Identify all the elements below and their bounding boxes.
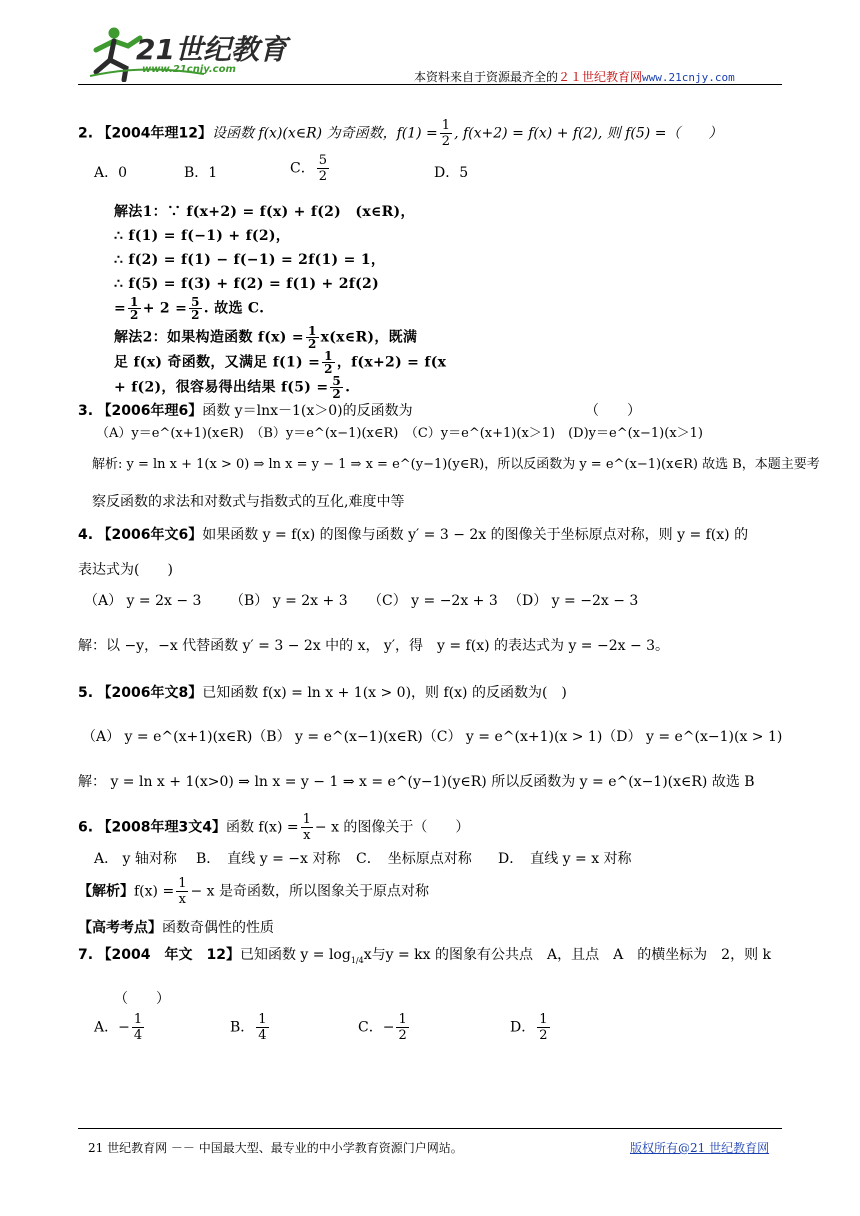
fraction: $\frac{5}{2}$ (318, 153, 327, 184)
q4-option-d: （D） y = −2x − 3 (508, 593, 639, 609)
source-url-link[interactable]: www.21cnjy.com (642, 71, 735, 84)
q7-paren: （ ） (114, 991, 170, 1007)
q3-options: （A）y＝e^(x+1)(x∈R) （B）y＝e^(x−1)(x∈R) （C）y＝e^(x+1)(x＞1) (D)y＝e^(x−1)(x＞1) (96, 426, 703, 441)
q5-options: （A） y = e^(x+1)(x∈R)（B） y = e^(x−1)(x∈R)（C） y = e^(x+1)(x > 1)（D） y = e^(x−1)(x > 1) (82, 729, 783, 745)
header-divider (78, 84, 782, 85)
footer-copyright-link[interactable]: 版权所有@21 世纪教育网 (630, 1141, 770, 1155)
q4-stem-line1: 4. 【2006年文6】如果函数 y = f(x) 的图像与函数 y′ = 3 − 2x 的图像关于坐标原点对称，则 y = f(x) 的 (78, 527, 749, 543)
q7-option-b: B． $\frac{1}{4}$ (230, 1012, 267, 1043)
q4-option-b: （B） y = 2x + 3 (230, 593, 348, 609)
q6-stem: 6. 【2008年理3文4】函数 f(x) = $\frac{1}{x}$ − x 的图像关于（ ） (78, 812, 470, 843)
q5-stem: 5. 【2006年文8】已知函数 f(x) = ln x + 1(x > 0)，则 f(x) 的反函数为( ) (78, 685, 567, 701)
sol1-line5: = $\frac{1}{2}$ + 2 = $\frac{5}{2}$ . 故选 C. (114, 295, 265, 322)
q4-option-a: （A） y = 2x − 3 (84, 593, 202, 609)
sol1-line4: ∴ f(5) = f(3) + f(2) = f(1) + 2f(2) (114, 276, 379, 292)
q4-option-c: （C） y = −2x + 3 (368, 593, 498, 609)
fraction: $\frac{1}{x}$ (302, 812, 311, 843)
sol2-line2: 足 f(x) 奇函数，又满足 f(1) = $\frac{1}{2}$ ，f(x+2) = f(x (114, 349, 447, 376)
q7-option-c: C．− $\frac{1}{2}$ (358, 1012, 407, 1043)
logo-url: www.21cnjy.com (142, 64, 236, 75)
q2-option-d: D．5 (434, 165, 469, 181)
q7-option-d: D． $\frac{1}{2}$ (510, 1012, 548, 1043)
q2-option-c: C． $\frac{5}{2}$ (290, 153, 327, 184)
source-name: ２１世纪教育网 (558, 70, 643, 84)
footer-divider (78, 1128, 782, 1129)
q5-solution: 解： y = ln x + 1(x>0) ⇒ ln x = y − 1 ⇒ x = e^(y−1)(y∈R) 所以反函数为 y = e^(x−1)(x∈R) 故选 B (78, 774, 755, 790)
q6-option-b: B． 直线 y = −x 对称 (196, 851, 341, 867)
q4-stem-line2: 表达式为( ) (78, 562, 173, 578)
q7-option-a: A．− $\frac{1}{4}$ (94, 1012, 143, 1043)
q2-solution-scan (114, 200, 494, 400)
header-source-text: 本资料来自于资源最齐全的２１世纪教育网www.21cnjy.com (414, 70, 735, 84)
q3-solution-line1: 解析: y = ln x + 1(x > 0) ⇒ ln x = y − 1 ⇒ x = e^(y−1)(y∈R)，所以反函数为 y = e^(x−1)(x∈R) 故选 B，本题主要考 (92, 457, 820, 472)
q2-option-a: A．0 (94, 165, 128, 181)
q6-option-a: A． y 轴对称 (94, 851, 177, 867)
sol2-line1: 解法2：如果构造函数 f(x) = $\frac{1}{2}$ x(x∈R)，既满 (114, 324, 418, 351)
q3-solution-line2: 察反函数的求法和对数式与指数式的互化,难度中等 (92, 494, 405, 510)
q2-stem: 2. 【2004年理12】设函数 f(x)(x∈R) 为奇函数，f(1) = $\frac{1}{2}$ , f(x+2) = f(x) + f(2), 则 f(5) =（ ） (78, 118, 723, 149)
q3-paren: （ ） (585, 403, 641, 419)
q7-stem: 7. 【2004 年文 12】已知函数 $y = \log_{1/4}x$与y = kx 的图象有公共点 A，且点 A 的横坐标为 2，则 k (78, 947, 772, 965)
fraction: $\frac{1}{x}$ (178, 876, 187, 907)
q6-option-d: D． 直线 y = x 对称 (498, 851, 632, 867)
sol1-line2: ∴ f(1) = f(−1) + f(2)， (114, 228, 291, 244)
sol1-line1: 解法1：∵ f(x+2) = f(x) + f(2) (x∈R)， (114, 204, 415, 220)
q6-solution: 【解析】f(x) = $\frac{1}{x}$ − x 是奇函数，所以图象关于原点对称 (78, 876, 429, 907)
logo-title: 21世纪教育 (136, 33, 287, 66)
q2-option-b: B．1 (184, 165, 218, 181)
q4-solution: 解：以 −y，−x 代替函数 y′ = 3 − 2x 中的 x， y′，得 y = f(x) 的表达式为 y = −2x − 3。 (78, 638, 670, 654)
sol1-line3: ∴ f(2) = f(1) − f(−1) = 2f(1) = 1， (114, 252, 386, 268)
q6-exam-point: 【高考考点】函数奇偶性的性质 (78, 920, 274, 936)
site-logo (84, 24, 287, 82)
sol2-line3: + f(2)，很容易得出结果 f(5) = $\frac{5}{2}$ . (114, 374, 351, 401)
q6-option-c: C． 坐标原点对称 (356, 851, 472, 867)
q3-stem: 3. 【2006年理6】函数 y＝lnx－1(x＞0)的反函数为 (78, 403, 413, 419)
fraction: $\frac{1}{2}$ (441, 118, 451, 149)
footer-text: 21 世纪教育网 －－ 中国最大型、最专业的中小学教育资源门户网站。 (88, 1141, 463, 1155)
